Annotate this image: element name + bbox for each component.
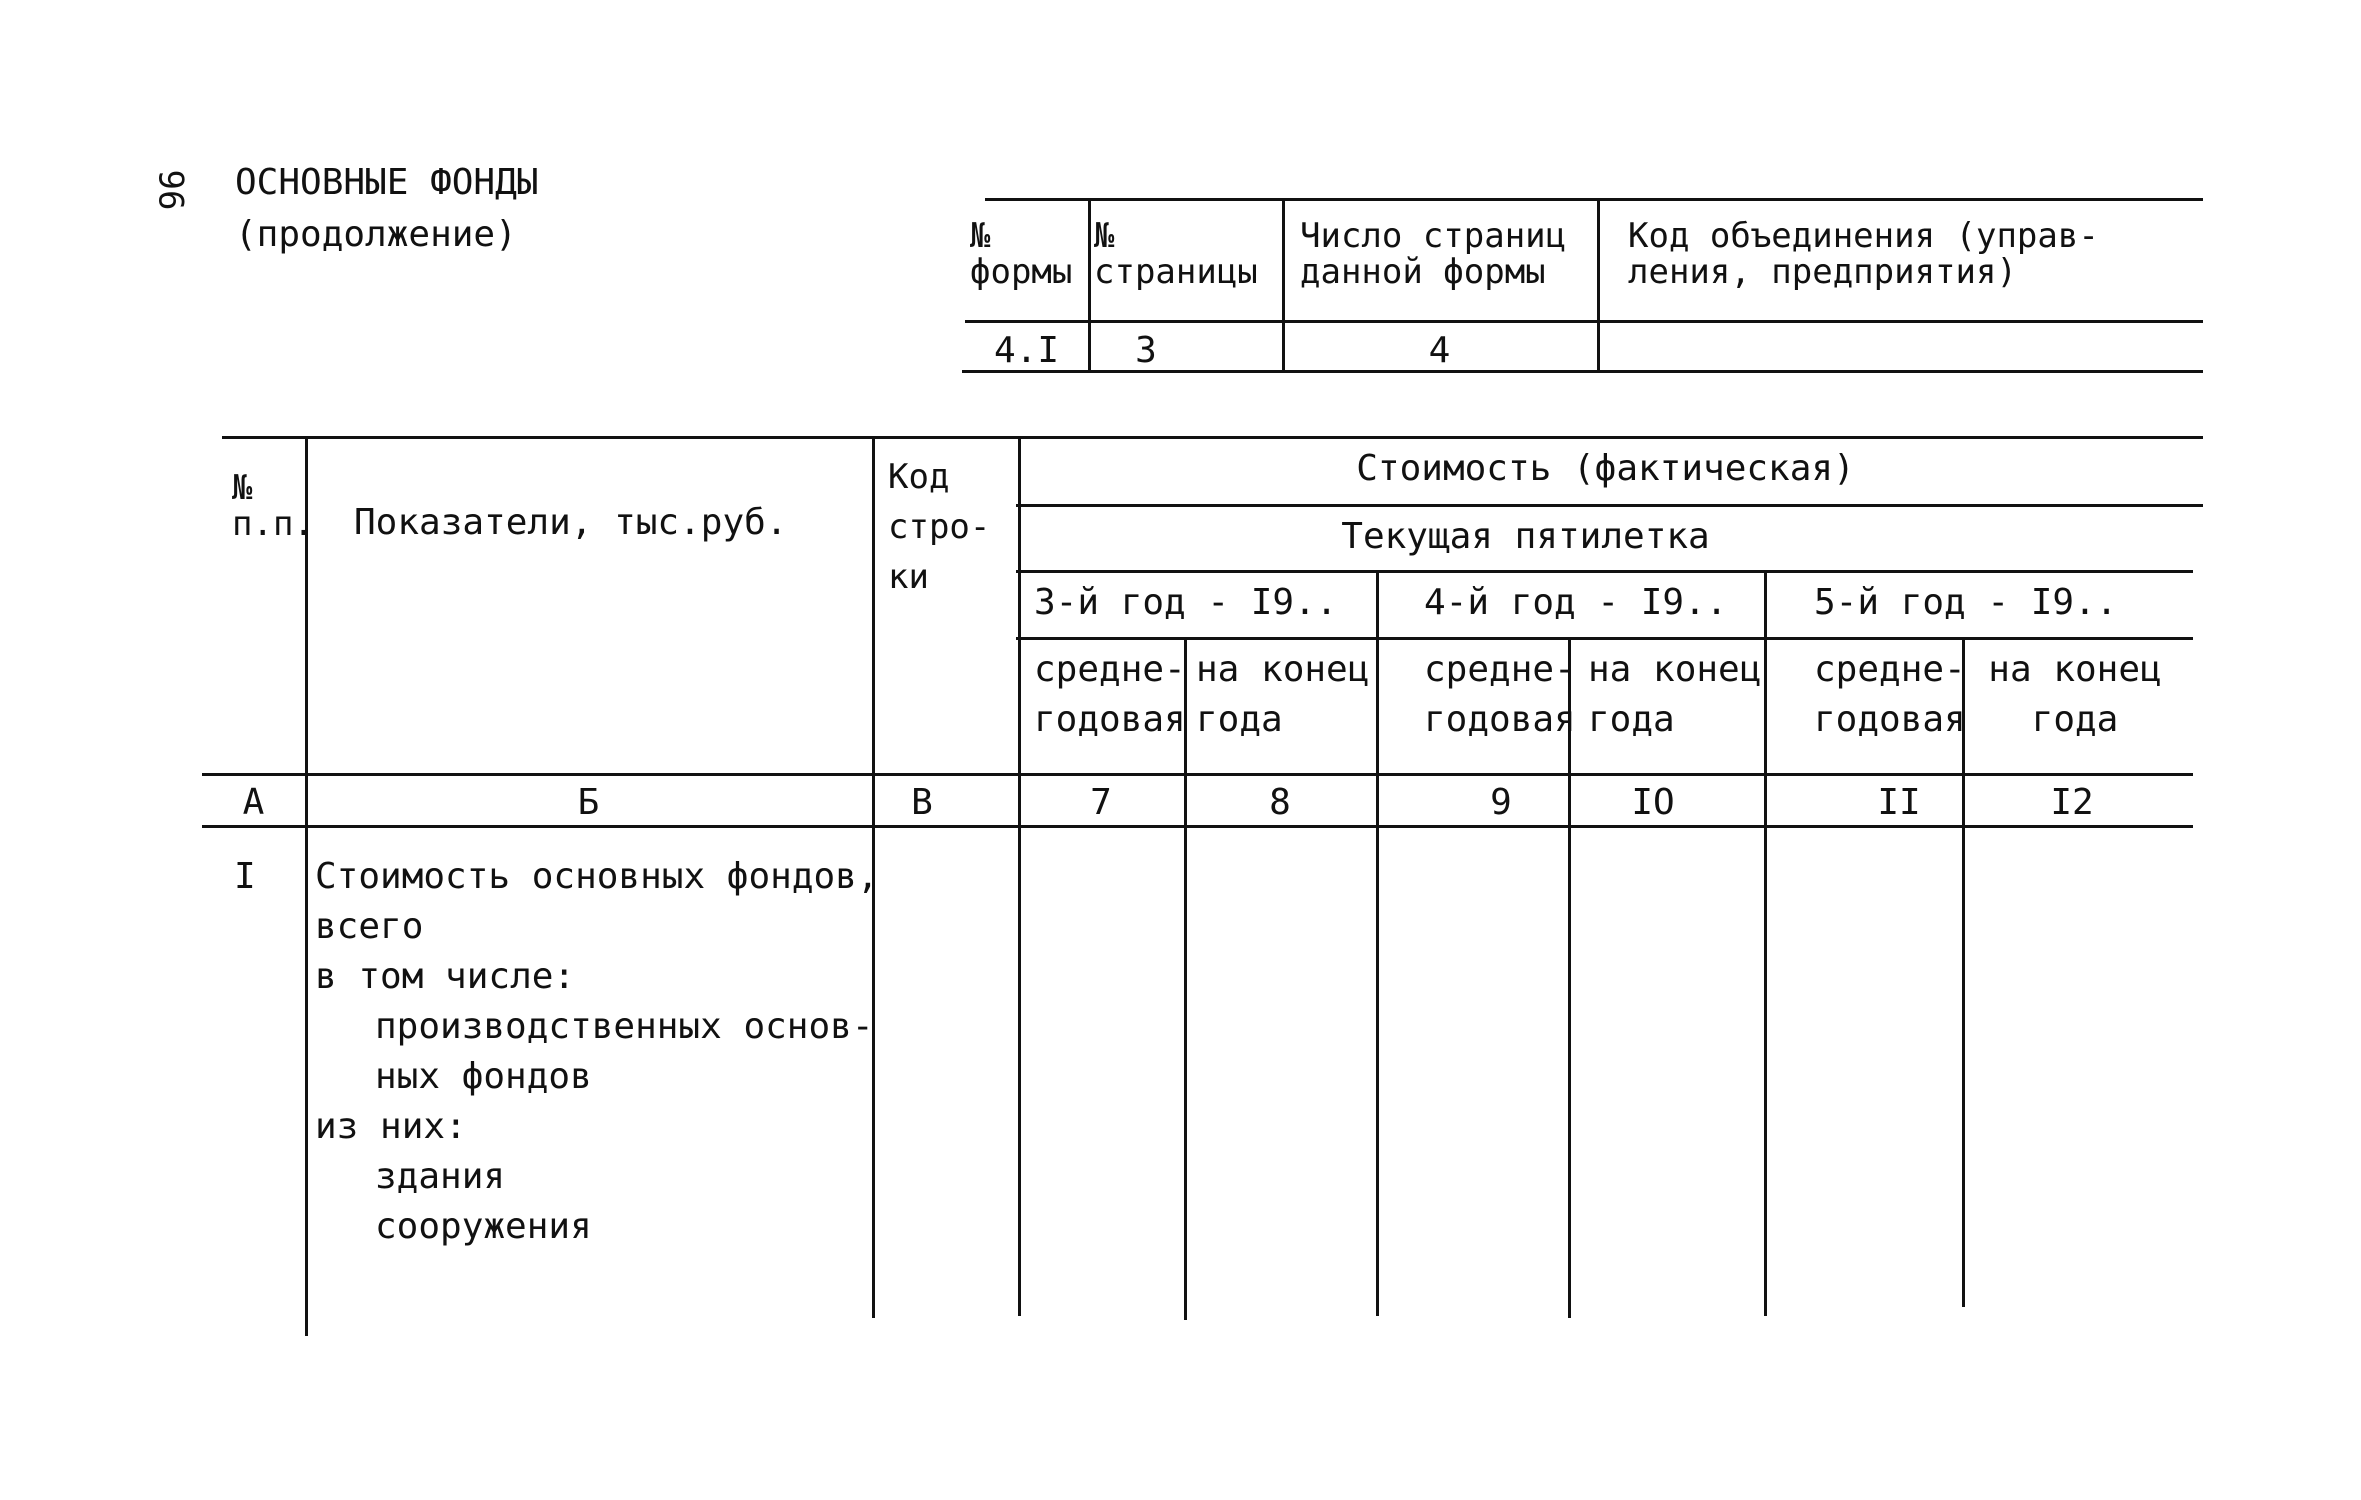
year-4-avg-header: средне- годовая	[1424, 649, 1576, 740]
org-code-header: Код объединения (управ- ления, предприятия)	[1628, 216, 2099, 292]
page-count-header: Число страниц данной формы	[1300, 216, 1567, 292]
year-5-header: 5-й год - I9..	[1814, 582, 2118, 623]
page-number: 96	[150, 169, 191, 211]
col-num-header: № п.п.	[232, 468, 314, 544]
five-year-header: Текущая пятилетка	[1341, 516, 1710, 557]
year-5-avg-header: средне- годовая	[1814, 649, 1966, 740]
col-letter-9: 9	[1490, 782, 1512, 823]
cost-header: Стоимость (фактическая)	[1356, 448, 1855, 489]
col-letter-7: 7	[1090, 782, 1112, 823]
page-title: ОСНОВНЫЕ ФОНДЫ	[235, 162, 539, 203]
col-letter-12: I2	[2050, 782, 2094, 823]
year-3-avg-header: средне- годовая	[1034, 649, 1186, 740]
page-subtitle: (продолжение)	[235, 214, 517, 255]
form-no-value: 4.I	[993, 330, 1060, 371]
col-letter-v: В	[911, 782, 933, 823]
form-no-header: № формы	[970, 216, 1073, 292]
col-code-header: Код стро- ки	[888, 457, 991, 597]
year-3-header: 3-й год - I9..	[1034, 582, 1338, 623]
row-1-indicator: Стоимость основных фондов, всего в том числе: производственных основ- ных фондов из них: здания сооружения	[315, 856, 879, 1247]
page-no-header: № страницы	[1094, 216, 1258, 292]
year-4-header: 4-й год - I9..	[1424, 582, 1728, 623]
year-4-end-header: на конец года	[1588, 649, 1762, 740]
col-letter-8: 8	[1269, 782, 1291, 823]
col-indicator-header: Показатели, тыс.руб.	[354, 502, 788, 543]
page-no-value: 3	[1135, 330, 1157, 371]
year-3-end-header: на конец года	[1196, 649, 1370, 740]
col-letter-11: II	[1877, 782, 1921, 823]
col-letter-10: IO	[1631, 782, 1675, 823]
col-letter-b: Б	[577, 782, 600, 823]
row-1-num: I	[234, 856, 256, 897]
page-count-value: 4	[1428, 330, 1451, 371]
year-5-end-header: на конец года	[1988, 649, 2162, 740]
col-letter-a: А	[242, 782, 265, 823]
